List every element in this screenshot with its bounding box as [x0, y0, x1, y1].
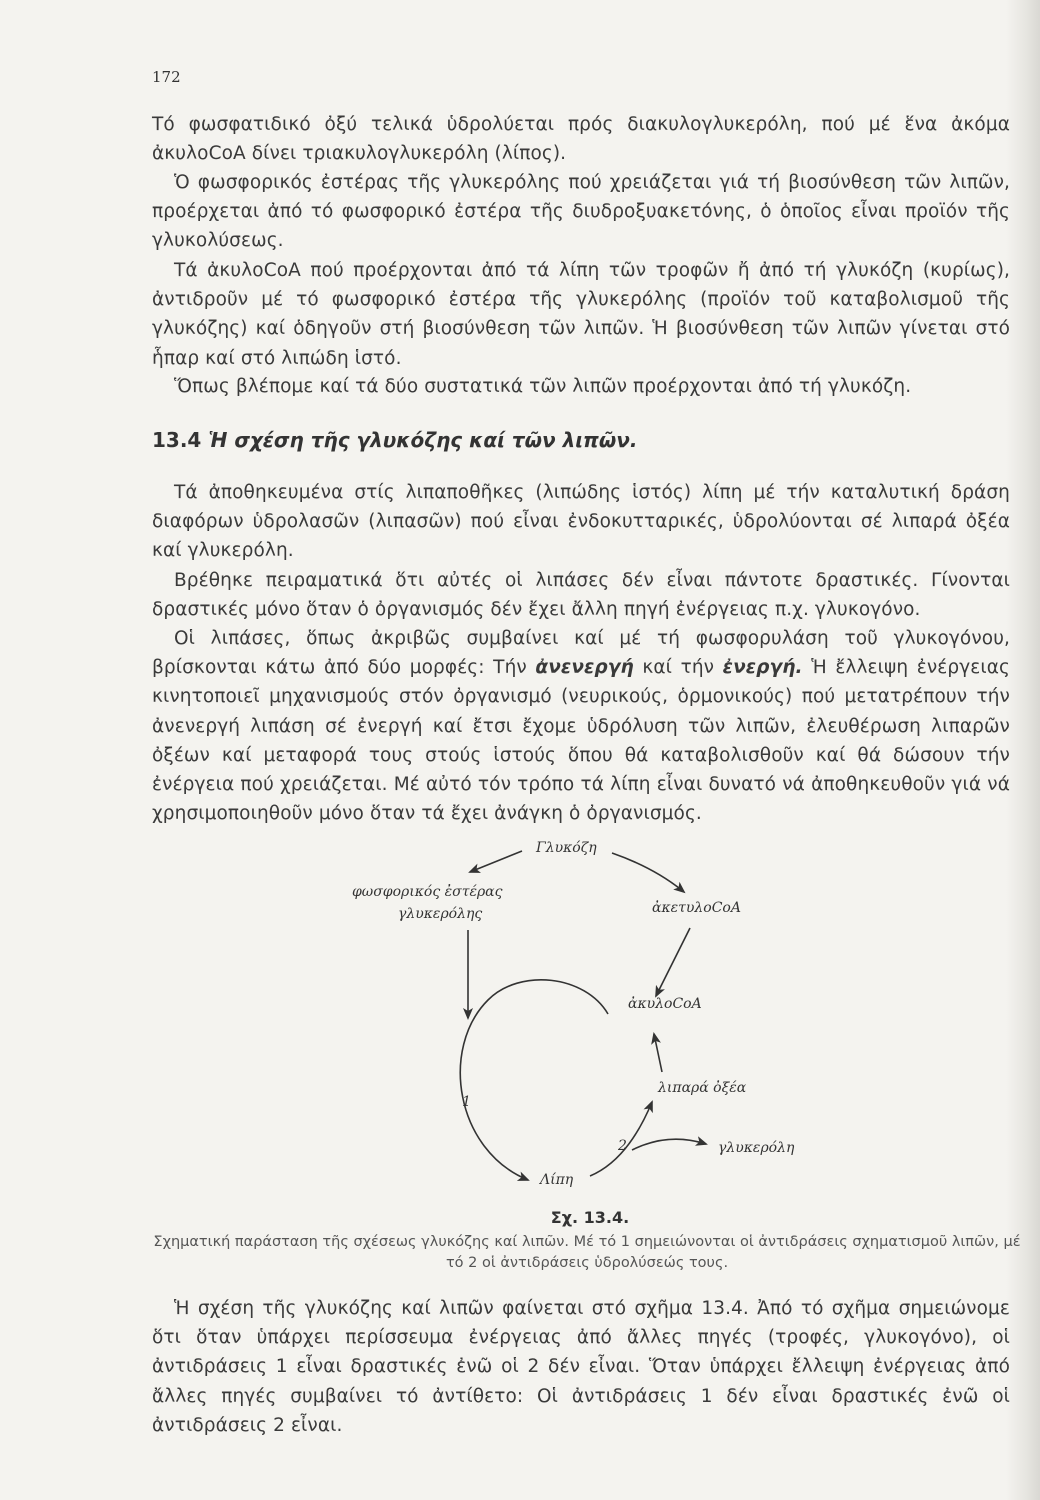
arrow-to-glycerol [632, 1139, 706, 1150]
paragraph-acyl-coa: Τά ἀκυλοCoA πού προέρχονται ἀπό τά λίπη τῶν τροφῶν ἤ ἀπό τή γλυκόζη (κυρίως), ἀντιδροῦν μέ τό φωσφορικό ἐστέρα τῆς γλυκερόλης (προϊόν τοῦ καταβολισμοῦ τῆς γλυκόζης) καί ὁδηγοῦν στή βιοσύνθεση τῶν λιπῶν. Ἡ βιοσύνθεση τῶν λιπῶν γίνεται στό ἧπαρ καί στό λιπώδη ἱστό. [152, 260, 1010, 369]
label-fat: Λίπη [540, 1172, 574, 1188]
section-title: Ἡ σχέση τῆς γλυκόζης καί τῶν λιπῶν. [208, 428, 638, 452]
label-reaction-1: 1 [462, 1094, 471, 1110]
label-fatty-acids: λιπαρά ὀξέα [658, 1080, 747, 1096]
inactive-form-term: ἀνενεργή [535, 657, 634, 679]
paragraph-closing: Ἡ σχέση τῆς γλυκόζης καί λιπῶν φαίνεται στό σχῆμα 13.4. Ἀπό τό σχῆμα σημειώνομε ὅτι ὅταν ὑπάρχει περίσσευμα ἐνέργειας ἀπό ἄλλες πηγές (τροφές, γλυκογόνο), οἱ ἀντιδράσεις 1 εἶναι δραστικές ἐνῶ οἱ 2 δέν εἶναι. Ὅταν ὑπάρχει ἔλλειψη ἐνέργειας ἀπό ἄλλες πηγές συμβαίνει τό ἀντίθετο: Οἱ ἀντιδράσεις 1 δέν εἶναι δραστικές ἐνῶ οἱ ἀντιδράσεις 2 εἶναι. [152, 1298, 1010, 1436]
label-glycerol-phosphate-2: γλυκερόλης [398, 906, 483, 922]
paragraph-lipase-activity: Βρέθηκε πειραματικά ὅτι αὐτές οἱ λιπάσες δέν εἶναι πάντοτε δραστικές. Γίνονται δραστικές μόνο ὅταν ὁ ὀργανισμός δέν ἔχει ἄλλη πηγή ἐνέργειας π.χ. γλυκογόνο. [152, 570, 1010, 621]
label-glycerol: γλυκερόλη [718, 1140, 795, 1156]
arrow-acetyl-coa-to-acyl-coa [656, 928, 690, 996]
label-acetyl-coa: ἀκετυλοCoA [652, 900, 741, 916]
label-reaction-2: 2 [618, 1138, 627, 1154]
active-form-term: ἐνεργή. [722, 657, 803, 679]
page-number: 172 [152, 68, 181, 86]
paragraph-phosphatidic-acid: Τό φωσφατιδικό ὀξύ τελικά ὑδρολύεται πρός διακυλογλυκερόλη, πού μέ ἕνα ἀκόμα ἀκυλοCoA δίνει τριακυλογλυκερόλη (λίπος). [152, 114, 1010, 165]
lipase-text-middle: καί τήν [633, 657, 723, 679]
figure-caption: Σχηματική παράσταση τῆς σχέσεως γλυκόζης καί λιπῶν. Μέ τό 1 σημειώνονται οἱ ἀντιδράσεις σχηματισμοῦ λιπῶν, μέ τό 2 οἱ ἀντιδράσεις ὑδρολύσεώς τους. [153, 1234, 1021, 1271]
lipase-text-after: Ἡ ἔλλειψη ἐνέργειας κινητοποιεῖ μηχανισμούς στόν ὀργανισμό (νευρικούς, ὁρμονικούς) πού μετατρέπουν τήν ἀνενεργή λιπάση σέ ἐνεργή καί ἔτσι ἔχομε ὑδρόλυση τῶν λιπῶν, ἐλευθέρωση λιπαρῶν ὀξέων καί μεταφορά τους στούς ἱστούς ὅπου θά καταβολισθοῦν καί θά δώσουν τήν ἐνέργεια πού χρειάζεται. Μέ αὐτό τόν τρόπο τά λίπη εἶναι δυνατό νά ἀποθηκευθοῦν γιά νά χρησιμοποιηθοῦν μόνο ὅταν τά ἔχει ἀνάγκη ὁ ὀργανισμός. [152, 657, 1010, 825]
arrow-glucose-to-glycerol-phosphate [470, 851, 522, 872]
label-glucose: Γλυκόζη [536, 840, 597, 856]
cycle-arc-reactions-1 [460, 980, 608, 1180]
arrow-glucose-to-acetyl-coa [612, 853, 684, 892]
label-glycerol-phosphate-1: φωσφορικός ἐστέρας [352, 884, 503, 900]
section-number: 13.4 [152, 428, 202, 452]
lipase-text-before: Οἱ λιπάσες, ὅπως ἀκριβῶς συμβαίνει καί μέ τή φωσφορυλάση τοῦ γλυκογόνου, βρίσκονται κάτω ἀπό δύο μορφές: Τήν [152, 628, 1010, 679]
figure-title: Σχ. 13.4. [550, 1208, 630, 1227]
label-acyl-coa: ἀκυλοCoA [628, 996, 702, 1012]
arrow-fatty-acids-to-acyl-coa [654, 1034, 662, 1072]
paragraph-both-components: Ὅπως βλέπομε καί τά δύο συστατικά τῶν λιπῶν προέρχονται ἀπό τή γλυκόζη. [174, 376, 912, 397]
paragraph-glycerol-phosphate: Ὁ φωσφορικός ἐστέρας τῆς γλυκερόλης πού χρειάζεται γιά τή βιοσύνθεση τῶν λιπῶν, προέρχεται ἀπό τό φωσφορικό ἐστέρα τῆς διυδροξυακετόνης, ὁ ὁποῖος εἶναι προϊόν τῆς γλυκολύσεως. [152, 172, 1010, 252]
paragraph-stored-fats: Τά ἀποθηκευμένα στίς λιπαποθῆκες (λιπώδης ἱστός) λίπη μέ τήν καταλυτική δράση διαφόρων ὑδρολασῶν (λιπασῶν) πού εἶναι ἐνδοκυτταρικές, ὑδρολύονται σέ λιπαρά ὀξέα καί γλυκερόλη. [152, 482, 1010, 562]
